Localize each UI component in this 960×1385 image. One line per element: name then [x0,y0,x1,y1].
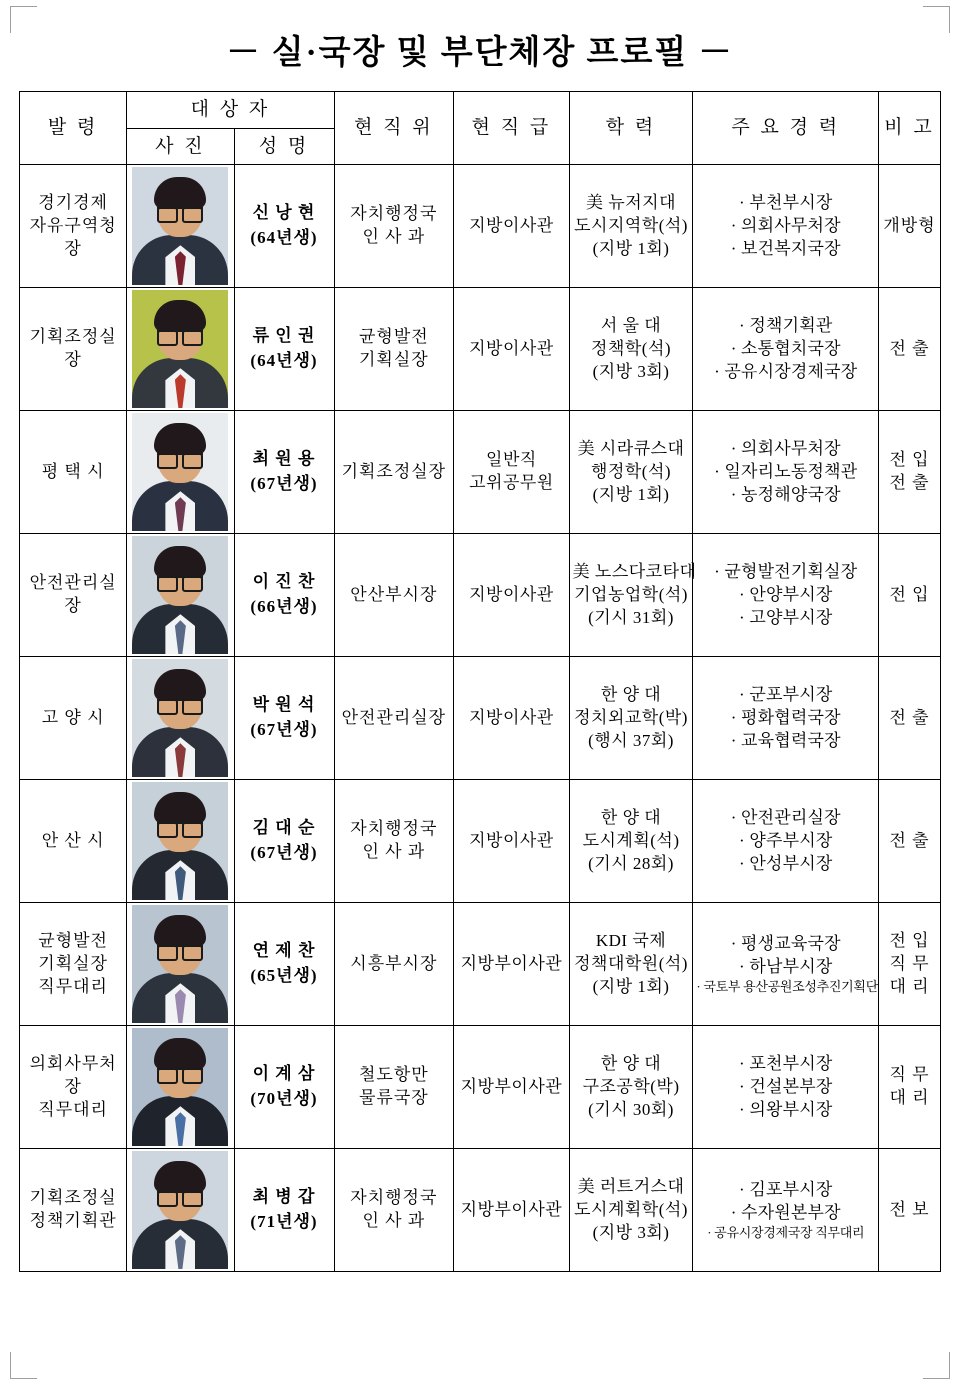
header-note: 비 고 [879,92,941,165]
cell-rank: 지방이사관 [454,288,570,411]
header-order: 발 령 [20,92,127,165]
cell-position: 시흥부시장 [334,903,454,1026]
cell-order: 평 택 시 [20,411,127,534]
cell-rank: 지방부이사관 [454,1026,570,1149]
cell-rank: 지방부이사관 [454,1149,570,1272]
cell-career: · 군포부시장 · 평화협력국장 · 교육협력국장 [693,657,879,780]
cell-position: 철도항만 물류국장 [334,1026,454,1149]
portrait-photo [132,1151,228,1269]
page-title: － 실·국장 및 부단체장 프로필 － [226,35,734,71]
cell-photo [127,534,234,657]
cell-position: 자치행정국 인 사 과 [334,1149,454,1272]
cell-name: 이 진 찬 (66년생) [234,534,334,657]
portrait-photo [132,290,228,408]
header-career: 주 요 경 력 [693,92,879,165]
cell-position: 안전관리실장 [334,657,454,780]
cell-career: · 김포부시장 · 수자원본부장 · 공유시장경제국장 직무대리 [693,1149,879,1272]
table-row [20,288,941,411]
header-position: 현 직 위 [334,92,454,165]
cell-order: 경기경제 자유구역청장 [20,165,127,288]
cell-education: 美 러트거스대 도시계획학(석) (지방 3회) [569,1149,693,1272]
cell-position: 자치행정국 인 사 과 [334,780,454,903]
cell-name: 신 낭 현 (64년생) [234,165,334,288]
cell-career: · 균형발전기획실장 · 안양부시장 · 고양부시장 [693,534,879,657]
cell-career: · 안전관리실장 · 양주부시장 · 안성부시장 [693,780,879,903]
cell-photo [127,903,234,1026]
portrait-photo [132,659,228,777]
cell-order: 고 양 시 [20,657,127,780]
cell-note: 전 출 [879,657,941,780]
cell-order: 균형발전 기획실장 직무대리 [20,903,127,1026]
cell-position: 균형발전 기획실장 [334,288,454,411]
cell-name: 류 인 권 (64년생) [234,288,334,411]
portrait-photo [132,905,228,1023]
cell-photo [127,288,234,411]
cell-note: 전 출 [879,288,941,411]
table-row [20,1026,941,1149]
cell-education: 한 양 대 도시계획(석) (기시 28회) [569,780,693,903]
cell-education: 美 시라큐스대 행정학(석) (지방 1회) [569,411,693,534]
cell-career: · 평생교육국장 · 하남부시장 · 국토부 용산공원조성추진기획단 [693,903,879,1026]
cell-note: 전 입 전 출 [879,411,941,534]
cell-rank: 지방부이사관 [454,903,570,1026]
header-photo: 사 진 [127,128,234,165]
cell-education: KDI 국제 정책대학원(석) (지방 1회) [569,903,693,1026]
cell-note: 개방형 [879,165,941,288]
cell-rank: 지방이사관 [454,657,570,780]
cell-name: 연 제 찬 (65년생) [234,903,334,1026]
cell-photo [127,657,234,780]
cell-note: 전 보 [879,1149,941,1272]
cell-name: 최 원 용 (67년생) [234,411,334,534]
header-rank: 현 직 급 [454,92,570,165]
cell-education: 美 노스다코타대 기업농업학(석) (기시 31회) [569,534,693,657]
cell-name: 최 병 갑 (71년생) [234,1149,334,1272]
cell-education: 한 양 대 정치외교학(박) (행시 37회) [569,657,693,780]
cell-photo [127,411,234,534]
cell-name: 김 대 순 (67년생) [234,780,334,903]
table-row [20,903,941,1026]
cell-position: 기획조정실장 [334,411,454,534]
cell-education: 한 양 대 구조공학(박) (기시 30회) [569,1026,693,1149]
cell-order: 안 산 시 [20,780,127,903]
cell-order: 안전관리실장 [20,534,127,657]
cell-rank: 지방이사관 [454,780,570,903]
cell-career: · 정책기획관 · 소통협치국장 · 공유시장경제국장 [693,288,879,411]
cell-rank: 일반직 고위공무원 [454,411,570,534]
crop-mark-bottom-right [923,1352,950,1379]
cell-position: 자치행정국 인 사 과 [334,165,454,288]
profile-table [19,91,941,1272]
table-row [20,411,941,534]
cell-note: 전 입 직 무 대 리 [879,903,941,1026]
cell-position: 안산부시장 [334,534,454,657]
table-row [20,165,941,288]
crop-mark-bottom-left [10,1352,37,1379]
cell-photo [127,165,234,288]
cell-note: 전 입 [879,534,941,657]
cell-order: 기획조정실 정책기획관 [20,1149,127,1272]
portrait-photo [132,782,228,900]
portrait-photo [132,167,228,285]
portrait-photo [132,1028,228,1146]
cell-order: 의회사무처장 직무대리 [20,1026,127,1149]
cell-education: 서 울 대 정책학(석) (지방 3회) [569,288,693,411]
table-row [20,657,941,780]
cell-photo [127,1149,234,1272]
cell-career: · 부천부시장 · 의회사무처장 · 보건복지국장 [693,165,879,288]
cell-rank: 지방이사관 [454,165,570,288]
cell-education: 美 뉴저지대 도시지역학(석) (지방 1회) [569,165,693,288]
cell-name: 이 계 삼 (70년생) [234,1026,334,1149]
cell-name: 박 원 석 (67년생) [234,657,334,780]
table-row [20,1149,941,1272]
table-body [20,165,941,1272]
cell-career: · 포천부시장 · 건설본부장 · 의왕부시장 [693,1026,879,1149]
header-education: 학 력 [569,92,693,165]
cell-photo [127,1026,234,1149]
cell-order: 기획조정실장 [20,288,127,411]
cell-career: · 의회사무처장 · 일자리노동정책관 · 농정해양국장 [693,411,879,534]
cell-rank: 지방이사관 [454,534,570,657]
table-header [20,92,941,165]
header-subject: 대 상 자 [127,92,334,129]
table-row [20,780,941,903]
table-row [20,534,941,657]
cell-photo [127,780,234,903]
portrait-photo [132,413,228,531]
cell-note: 전 출 [879,780,941,903]
cell-note: 직 무 대 리 [879,1026,941,1149]
portrait-photo [132,536,228,654]
header-name: 성 명 [234,128,334,165]
